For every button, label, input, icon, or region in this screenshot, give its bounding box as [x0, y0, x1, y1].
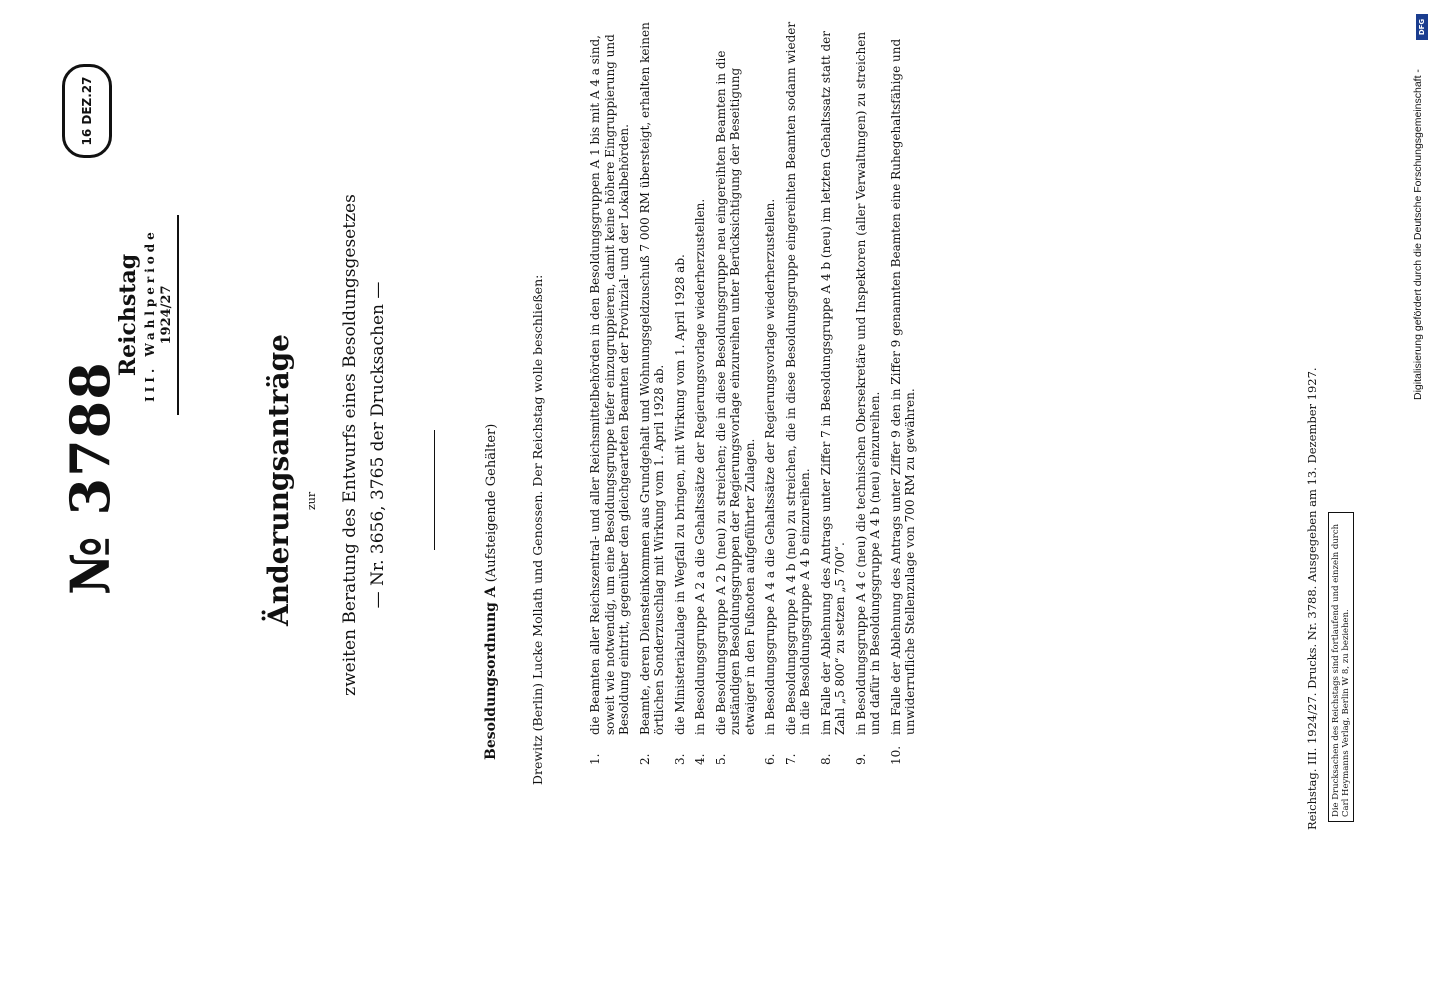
item-number: 4.	[693, 753, 707, 765]
section-heading-title: Besoldungsordnung A	[483, 586, 499, 760]
item-number: 10.	[888, 745, 903, 765]
reichstag-period: III. Wahlperiode	[143, 228, 157, 402]
subtitle-line-2: — Nr. 3656, 3765 der Drucksachen —	[368, 281, 388, 609]
subtitle-line-1: zweiten Beratung des Entwurfs eines Besoldungsgesetzes	[340, 194, 360, 696]
digitization-credit	[1412, 8, 1432, 992]
item-text: im Falle der Ablehnung des Antrags unter Ziffer 7 in Besoldungsgruppe A 4 b (neu) im letzten Gehaltssatz statt der Zahl „5 800“ zu setzen „5 700“.	[818, 30, 847, 735]
list-item	[763, 15, 778, 765]
item-text: in Besoldungsgruppe A 4 c (neu) die technischen Obersekretäre und Inspektoren (aller Verwaltungen) zu streichen und dafür in Besoldungsgruppe A 4 b (neu) einzureihen.	[853, 31, 882, 735]
divider-rule	[434, 430, 435, 550]
item-number: 8.	[818, 753, 833, 765]
digitization-credit-text: Digitalisierung gefördert durch die Deutsche Forschungsgemeinschaft -	[1412, 69, 1424, 400]
item-number: 3.	[672, 753, 687, 765]
document-title: Änderungsanträge	[262, 334, 295, 627]
item-text: die Besoldungsgruppe A 2 b (neu) zu streichen; die in diese Besoldungsgruppe neu eingereihten Beamten in die zuständigen Besoldungsgruppen der Regierungsvorlage einzureihen unter Berücksichtigung der Beseitigung etwaiger in den Fußnoten aufgeführter Zulagen.	[713, 50, 757, 735]
document-number: № 3788	[58, 361, 122, 595]
list-item	[638, 15, 667, 765]
dfg-logo-icon	[1416, 14, 1428, 40]
issue-footer: Reichstag. III. 1924/27. Drucks. Nr. 3788. Ausgegeben am 13. Dezember 1927.	[1305, 367, 1319, 830]
item-text: die Ministerialzulage in Wegfall zu bringen, mit Wirkung vom 1. April 1928 ab.	[672, 254, 687, 735]
item-number: 7.	[783, 753, 798, 765]
item-number: 2.	[637, 753, 652, 765]
printer-note: Die Drucksachen des Reichstags sind fortlaufend und einzeln durch Carl Heymanns Verlag, Berlin W 8, zu beziehen.	[1328, 512, 1354, 822]
dfg-logo-label: DFG	[1418, 18, 1426, 36]
list-item	[819, 15, 848, 765]
title-connector: zur	[305, 491, 318, 510]
section-heading	[483, 200, 499, 760]
item-text: im Falle der Ablehnung des Antrags unter Ziffer 9 den in Ziffer 9 genannten Beamten eine Ruhegehaltsfähige und unwiderrufliche Stellenzulage von 700 RM zu gewähren.	[888, 38, 917, 735]
motion-items	[588, 15, 924, 765]
item-text: die Besoldungsgruppe A 4 b (neu) zu streichen, die in diese Besoldungsgruppe eingereihten Beamten sodann wieder in die Besoldungsgruppe A 4 b einzureihen.	[783, 21, 812, 735]
list-item	[784, 15, 813, 765]
list-item	[588, 15, 632, 765]
motion-intro: Drewitz (Berlin) Lucke Mollath und Genossen. Der Reichstag wolle beschließen:	[530, 274, 545, 785]
list-item	[693, 15, 708, 765]
item-number: 5.	[713, 753, 728, 765]
item-text: in Besoldungsgruppe A 4 a die Gehaltssätze der Regierungsvorlage wiederherzustellen.	[763, 198, 777, 735]
list-item	[673, 15, 688, 765]
reichstag-header	[115, 215, 179, 415]
item-number: 1.	[588, 753, 602, 765]
list-item	[889, 15, 918, 765]
item-number: 9.	[853, 753, 868, 765]
item-text: Beamte, deren Diensteinkommen aus Grundgehalt und Wohnungsgeldzuschuß 7 000 RM übersteigt, erhalten keinen örtlichen Sonderzuschlag mit Wirkung vom 1. April 1928 ab.	[637, 22, 666, 735]
date-stamp: 16 DEZ.27	[62, 64, 112, 158]
item-text: in Besoldungsgruppe A 2 a die Gehaltssätze der Regierungsvorlage wiederherzustellen.	[693, 198, 707, 735]
item-number: 6.	[763, 753, 777, 765]
list-item	[714, 15, 758, 765]
section-heading-note: (Aufsteigende Gehälter)	[484, 423, 499, 583]
item-text: die Beamten aller Reichszentral- und aller Reichsmittelbehörden in den Besoldungsgruppen A 1 bis mit A 4 a sind, soweit wie notwendig, um eine Besoldungsgruppe tiefer einzugruppieren, damit keine höhere Eingruppierung und Besoldung eintritt, gegenüber den gleichgearteten Beamten der Provinzial- und der Lokalbehörden.	[588, 34, 631, 735]
list-item	[854, 15, 883, 765]
reichstag-years: 1924/27	[159, 215, 179, 415]
reichstag-name: Reichstag	[115, 253, 141, 377]
